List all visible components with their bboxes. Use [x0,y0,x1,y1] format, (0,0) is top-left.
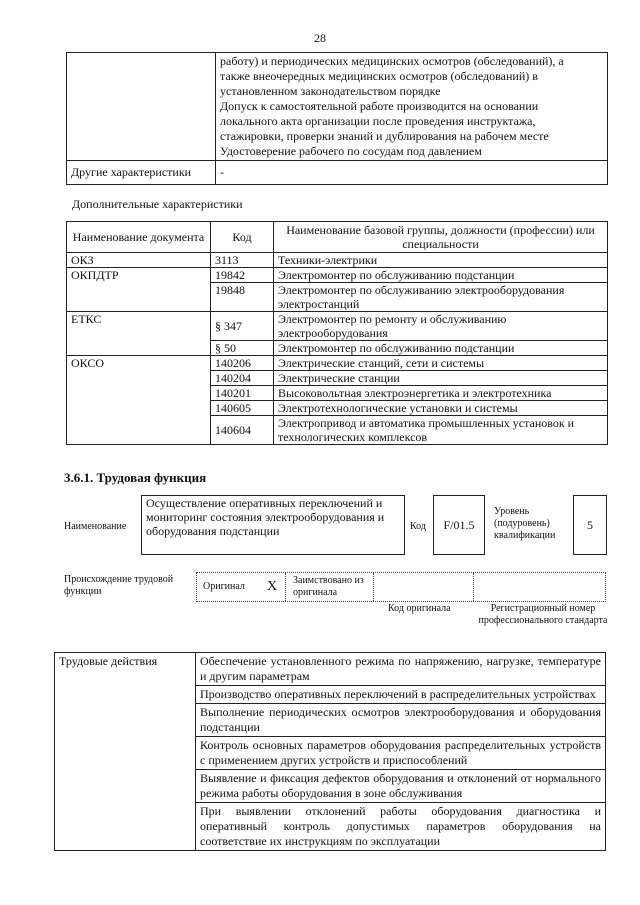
table-row [67,356,608,371]
other-characteristics-label: Другие характеристики [67,161,216,185]
code-cell: 3113 [211,253,274,268]
name-cell: Электрические станций, сети и системы [274,356,608,371]
level-label: Уровень (подуровень) квалификации [494,506,556,541]
function-code-value: F/01.5 [443,518,475,532]
original-label: Оригинал [203,581,245,592]
function-code-box [433,495,485,555]
code-cell: 140605 [211,401,274,416]
code-cell: 140204 [211,371,274,386]
additional-characteristics-table [66,221,608,445]
labour-actions-label: Трудовые действия [55,653,196,851]
action-item: Выявление и фиксация дефектов оборудования и отклонений от нормального режима работы оборудования в зоне обслуживания [196,770,606,803]
table-row [67,312,608,341]
name-cell: Электромонтер по ремонту и обслуживанию электрооборудования [274,312,608,341]
function-name-box [141,495,405,555]
name-cell: Электромонтер по обслуживанию подстанции [274,341,608,356]
level-value: 5 [587,518,593,532]
code-original-label: Код оригинала [388,603,451,614]
name-cell: Электромонтер по обслуживанию подстанции [274,268,608,283]
divider [285,573,286,601]
action-item: Обеспечение установленного режима по напряжению, нагрузке, температуре и другим параметрам [196,653,606,686]
name-label: Наименование [64,521,127,532]
requirements-table [66,52,608,185]
action-item: Производство оперативных переключений в распределительных устройствах [196,686,606,704]
table-cell [67,53,216,161]
name-cell: Электротехнологические установки и системы [274,401,608,416]
code-cell: 19848 [211,283,274,312]
action-item: Контроль основных параметров оборудования распределительных устройств с применением других устройств и приспособлений [196,737,606,770]
doc-cell: ОКСО [67,356,211,445]
doc-cell: ЕТКС [67,312,211,356]
table-row [67,253,608,268]
requirement-line: локального акта организации после проведения инструктажа, [220,114,536,128]
requirement-line: работу) и периодических медицинских осмотров (обследований), а [220,54,564,68]
header-group-name: Наименование базовой группы, должности (профессии) или специальности [274,222,608,253]
page-number: 28 [314,31,326,45]
code-cell: 140604 [211,416,274,445]
header-code: Код [211,222,274,253]
doc-cell: ОКПДТР [67,268,211,312]
table-row [55,653,606,686]
divider [373,573,374,601]
code-cell: § 347 [211,312,274,341]
name-cell: Техники-электрики [274,253,608,268]
requirement-line: установленном законодательством порядке [220,84,441,98]
name-cell: Электромонтер по обслуживанию электрооборудования электростанций [274,283,608,312]
table-row [67,268,608,283]
origin-label: Происхождение трудовой функции [64,574,174,597]
table-row [67,161,608,185]
code-cell: § 50 [211,341,274,356]
table-row [67,53,608,161]
additional-characteristics-title: Дополнительные характеристики [72,197,243,211]
requirement-line: стажировки, проверки знаний и дублирования на рабочем месте [220,129,549,143]
table-header-row [67,222,608,253]
code-cell: 140206 [211,356,274,371]
original-mark: X [267,579,278,594]
name-cell: Электрические станции [274,371,608,386]
header-doc-name: Наименование документа [67,222,211,253]
action-item: При выявлении отклонений работы оборудования диагностика и оперативный контроль допустимых параметров оборудования на соответствие их инструкциям по эксплуатации [196,803,606,851]
code-cell: 19842 [211,268,274,283]
labour-actions-table [54,652,606,851]
reg-number-label: Регистрационный номер профессионального стандарта [478,603,608,626]
name-cell: Электропривод и автоматика промышленных установок и технологических комплексов [274,416,608,445]
other-characteristics-value: - [216,161,608,185]
divider [473,573,474,601]
action-item: Выполнение периодических осмотров электрооборудования и оборудования подстанции [196,704,606,737]
name-cell: Высоковольтная электроэнергетика и электротехника [274,386,608,401]
origin-row [196,572,606,602]
function-name-value: Осуществление оперативных переключений и мониторинг состояния электрооборудования и оборудования подстанции [146,496,385,538]
requirement-line: также внеочередных медицинских осмотров (обследований) в [220,69,538,83]
level-box [573,495,607,555]
doc-cell: ОКЗ [67,253,211,268]
code-cell: 140201 [211,386,274,401]
function-title: 3.6.1. Трудовая функция [64,470,207,485]
code-label: Код [410,521,426,532]
requirement-line: Допуск к самостоятельной работе производится на основании [220,99,539,113]
borrowed-label: Заимствовано из оригинала [293,575,364,598]
requirement-line: Удостоверение рабочего по сосудам под давлением [220,144,482,158]
table-cell [216,53,608,161]
